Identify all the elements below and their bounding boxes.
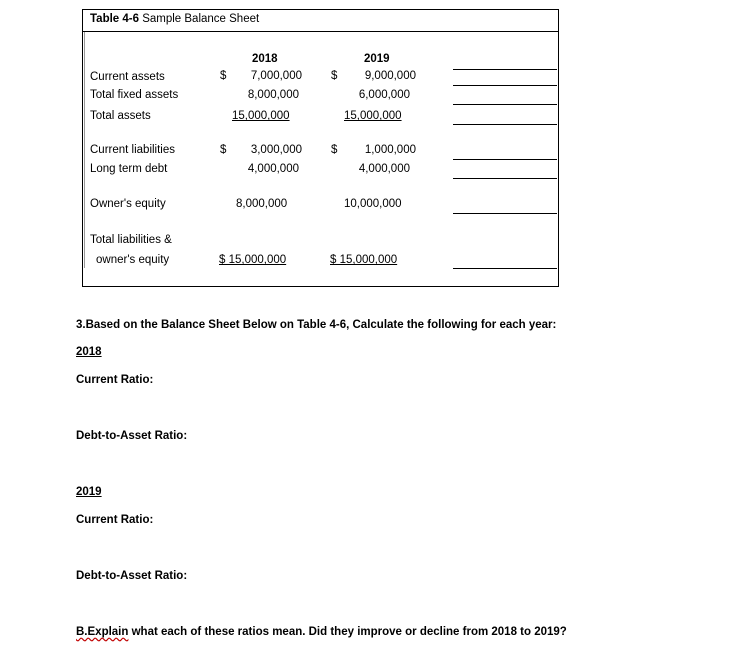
row-label-current-liabilities: Current liabilities [90, 144, 176, 156]
explain-word: B.Explain [76, 626, 129, 638]
year-heading-2018: 2018 [76, 346, 102, 358]
total-assets-2018: 15,000,000 [232, 110, 290, 122]
total-fixed-assets-2019: 6,000,000 [358, 89, 410, 101]
row-label-owners-equity: Owner's equity [90, 198, 166, 210]
question-3: 3.Based on the Balance Sheet Below on Table 4-6, Calculate the following for each year: [76, 319, 557, 331]
total-assets-2019: 15,000,000 [344, 110, 402, 122]
owners-equity-2018: 8,000,000 [236, 198, 288, 210]
dollar-sign: $ [331, 144, 338, 156]
dollar-sign: $ [220, 144, 227, 156]
answer-line [453, 213, 557, 214]
total-liabilities-equity-2018: $ 15,000,000 [219, 254, 287, 266]
current-liabilities-2019: 1,000,000 [364, 144, 416, 156]
dollar-sign: $ [331, 70, 338, 82]
answer-line [453, 69, 557, 70]
debt-to-asset-2019-label: Debt-to-Asset Ratio: [76, 570, 188, 582]
current-liabilities-2018: 3,000,000 [250, 144, 302, 156]
total-liabilities-equity-2019: $ 15,000,000 [330, 254, 398, 266]
question-b-text: what each of these ratios mean. Did they improve or decline from 2018 to 2019? [128, 626, 567, 638]
row-label-total-fixed-assets: Total fixed assets [90, 89, 179, 101]
long-term-debt-2018: 4,000,000 [247, 163, 299, 175]
year-heading-2019: 2019 [76, 486, 102, 498]
row-label-total-assets: Total assets [90, 110, 151, 122]
answer-line [453, 178, 557, 179]
answer-line [453, 159, 557, 160]
table-title-text: Sample Balance Sheet [139, 13, 260, 25]
total-fixed-assets-2018: 8,000,000 [247, 89, 299, 101]
dollar-sign: $ [220, 70, 227, 82]
debt-to-asset-2018-label: Debt-to-Asset Ratio: [76, 430, 188, 442]
column-header-2019: 2019 [364, 53, 390, 65]
table-title [90, 13, 259, 25]
current-ratio-2018-label: Current Ratio: [76, 374, 154, 386]
answer-line [453, 268, 557, 269]
current-assets-2018: 7,000,000 [250, 70, 302, 82]
table-inner-left-rule [84, 32, 85, 268]
table-title-divider [82, 31, 559, 32]
current-assets-2019: 9,000,000 [364, 70, 416, 82]
row-label-current-assets: Current assets [90, 71, 165, 83]
column-header-2018: 2018 [252, 53, 278, 65]
question-b [76, 626, 567, 638]
row-label-long-term-debt: Long term debt [90, 163, 168, 175]
answer-line [453, 85, 557, 86]
row-label-owners-equity-total: owner's equity [96, 254, 170, 266]
table-title-number: Table 4-6 [90, 13, 139, 25]
row-label-total-liabilities: Total liabilities & [90, 234, 172, 246]
long-term-debt-2019: 4,000,000 [358, 163, 410, 175]
owners-equity-2019: 10,000,000 [344, 198, 402, 210]
answer-line [453, 124, 557, 125]
answer-line [453, 104, 557, 105]
current-ratio-2019-label: Current Ratio: [76, 514, 154, 526]
